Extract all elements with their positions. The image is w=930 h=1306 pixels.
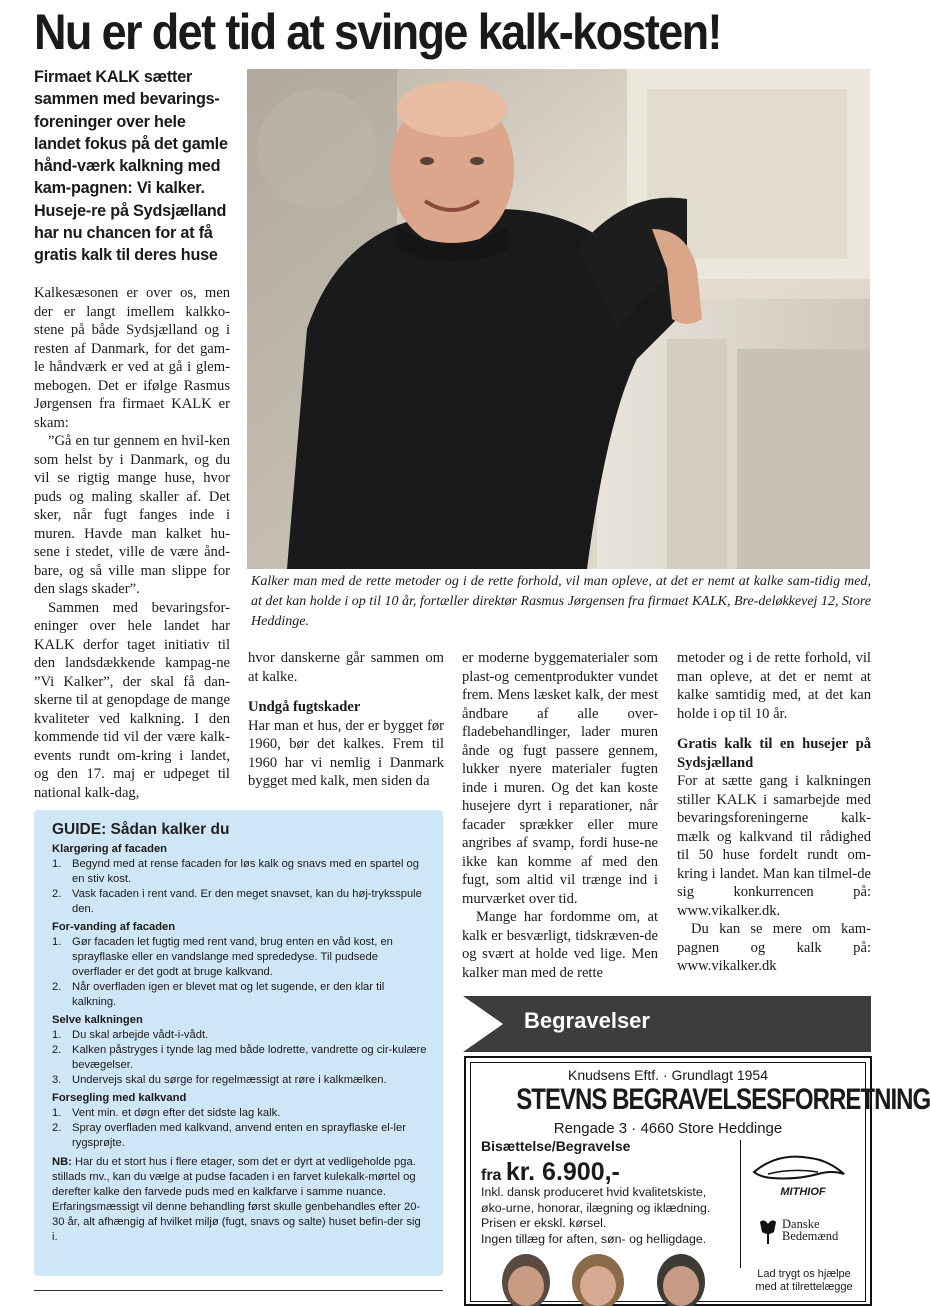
step-number: 3. [52,1074,62,1086]
step-text: Begynd med at rense facaden for løs kalk og snavs med en spartel og en stiv kost. [72,858,420,885]
section-band-label: Begravelser [524,1008,650,1033]
guide-step [52,887,429,917]
paragraph: Kalkesæsonen er over os, men der er langt imellem kalkko-stene på både Sydsjælland og i resten af Danmark, for det gam-le håndværk er ved at gå i glem-mebogen. Det er ifølge Rasmus Jørgensen fra firmaet KALK er skam: [34,285,230,431]
ad-subtitle: Knudsens Eftf. · Grundlagt 1954 [567,1067,768,1083]
step-text: Du skal arbejde vådt-i-vådt. [72,1029,209,1041]
logo-text-line: Bedemænd [782,1229,839,1243]
ad-detail-line: Prisen er ekskl. kørsel. [481,1216,607,1230]
paragraph: Har man et hus, der er bygget før 1960, bør det kalkes. Frem til 1960 har vi nemlig i Danmark bygget med kalk, men siden da [248,717,444,789]
ad-business-name: STEVNS BEGRAVELSESFORRETNING [516,1083,930,1116]
guide-step [52,980,429,1010]
article-column-4 [677,649,871,976]
ad-detail-line: Ingen tillæg for aften, søn- og helligdage. [481,1231,707,1246]
article-headline: Nu er det tid at svinge kalk-kosten! [34,4,721,60]
guide-section-heading: Selve kalkningen [52,1014,143,1026]
guide-section-heading: Forsegling med kalkvand [52,1092,187,1104]
note-label: NB: [52,1156,72,1168]
step-number: 2. [52,981,62,993]
guide-section-heading: Klargøring af facaden [52,843,168,855]
ad-detail-line: Inkl. dansk produceret hvid kvalitetskiste, [481,1185,707,1199]
step-number: 1. [52,1029,62,1041]
paragraph: er moderne byggematerialer som plast-og cementprodukter vundet frem. Mens læsket kalk, der mest åndbare af alle over-fladebehandlinger, lader muren ånde og fugt passere gennem, lukker nyere materialer fugten inde i muren. Og det kan koste husejere dyrt i reparationer, når facader sprækker eller mure angribes af svamp, fordi huse-ne ikke kan komme af med den fugt, som altid vil trænge ind i murværket over tid. [462,650,658,907]
article-photo [247,69,870,569]
staff-photo [650,1252,712,1296]
subheading: Gratis kalk til en husejer på Sydsjælland [677,736,871,771]
logo-text-line: Danske [782,1217,820,1231]
guide-step [52,1028,429,1043]
step-number: 1. [52,858,62,870]
article-column-2 [248,649,444,791]
tagline-line: Lad trygt os hjælpe [757,1268,851,1280]
guide-box [34,810,443,1276]
guide-step [52,935,429,980]
staff-photo [495,1252,557,1296]
paragraph: Sammen med bevaringsfor-eninger over hele landet har KALK derfor taget initiativ til den landsdækkende kampag-ne ”Vi Kalker”, der skal få dan-skerne til at genopdage de mange kvaliteter ved kalkning. I den kommende tid vil der være kalk-events rundt om-kring i landet, og den 17. maj er udpeget til national kalk-dag, [34,599,230,801]
ad-details [481,1185,741,1247]
tagline-line: med at tilrettelægge [755,1281,853,1293]
step-number: 2. [52,888,62,900]
guide-title: GUIDE: Sådan kalker du [52,821,230,838]
guide-step [52,1121,429,1151]
photo-caption: Kalker man med de rette metoder og i de rette forhold, vil man opleve, at det er nemt at kalke sam-tidig med, at det kan holde i op til 10 år, fortæller direktør Rasmus Jørgensen fra firmaet KALK, Bre-deløkkevej 12, Store Heddinge. [251,574,871,629]
subheading: Undgå fugtskader [248,699,361,715]
paragraph: hvor danskerne går sammen om at kalke. [248,650,444,685]
article-lead: Firmaet KALK sætter sammen med bevarings-foreninger over hele landet fokus på det gamle hånd-værk kalkning med kam-pagnen: Vi kalker. Huseje-re på Sydsjælland har nu chancen for at få gratis kalk til deres huse [34,68,228,265]
note-text: Har du et stort hus i flere etager, som det er dyrt at vedligeholde pga. stillads mv., kan du vælge at pudse facaden i en farvet kulekalk-mørtel og derefter kalke den farvede puds med en kalkfarve i samme nuance. Erfaringsmæssigt vil denne behandling først skulle genbehandles efter 20-30 år, alt afhængig af hvilket miljø (fugt, snavs og salte) huset befin-der sig i. [52,1156,421,1243]
guide-step [52,1106,429,1121]
guide-step [52,1043,429,1073]
step-text: Vent min. et døgn efter det sidste lag kalk. [72,1107,281,1119]
ad-detail-line: øko-urne, honorar, ilægning og iklædning. [481,1200,711,1215]
step-number: 2. [52,1044,62,1056]
step-number: 2. [52,1122,62,1134]
guide-step [52,857,429,887]
ad-logo-mithiof: MITHIOF [780,1186,826,1198]
ad-address: Rengade 3 · 4660 Store Heddinge [553,1120,783,1137]
step-text: Gør facaden let fugtig med rent vand, brug enten en våd kost, en sprayflaske eller en vandslange med sprededyse. Til pudsede overflader er det godt at bruge kalkvand. [72,936,393,978]
paragraph: Du kan se mere om kam-pagnen og kalk på: www.vikalker.dk [677,921,871,974]
paragraph: For at sætte gang i kalkningen stiller KALK i samarbejde med bevaringsforeningerne kalk-mælk og kalkvand til rådighed til 50 huse fordelt rundt om-kring i landet. Man kan tilmel-de sig konkurrencen på: www.vikalker.dk. [677,773,871,919]
article-column-3 [462,649,658,982]
guide-note [52,1155,429,1245]
guide-step [52,1073,429,1088]
ad-price [481,1158,620,1187]
divider [34,1290,443,1291]
step-text: Undervejs skal du sørge for regelmæssigt at røre i kalkmælken. [72,1074,387,1086]
ad-offer-title: Bisættelse/Begravelse [481,1138,631,1154]
step-text: Når overfladen igen er blevet mat og let sugende, er den klar til kalkning. [72,981,385,1008]
staff-photo [567,1252,629,1296]
guide-section-heading: For-vanding af facaden [52,921,176,933]
paragraph: metoder og i de rette forhold, vil man opleve, at det er nemt at kalke samtidig med, at det kan holde i op til 10 år. [677,650,871,722]
paragraph: Mange har fordomme om, at kalk er besværligt, tidskræven-de og svært at holde ved lige. Men kalker man med de rette [462,909,658,981]
price-value: kr. 6.900,- [505,1158,620,1186]
step-text: Spray overfladen med kalkvand, anvend enten en sprayflaske el-ler rygsprøjte. [72,1122,406,1149]
tulip-icon [758,1218,778,1244]
step-number: 1. [52,1107,62,1119]
article-column-1 [34,284,230,802]
ad-tagline [744,1268,864,1294]
step-text: Kalken påstryges i tynde lag med både lodrette, vandrette og cir-kulære bevægelser. [72,1044,427,1071]
ad-logo-danske-bedemaend [782,1218,838,1242]
paragraph: ”Gå en tur gennem en hvil-ken som helst by i Danmark, og du vil se rigtig mange huse, hvor puds og maling skaller af. Det sker, når fugt fanges inde i muren. Havde man kalket hu-sene i stedet, ville de være ånd-bare, og så ville man slippe for den slags skader”. [34,433,230,597]
step-number: 1. [52,936,62,948]
band-chevron-icon [463,996,503,1052]
step-text: Vask facaden i rent vand. Er den meget snavset, kan du høj-tryksspule den. [72,888,422,915]
price-prefix: fra [481,1167,502,1184]
